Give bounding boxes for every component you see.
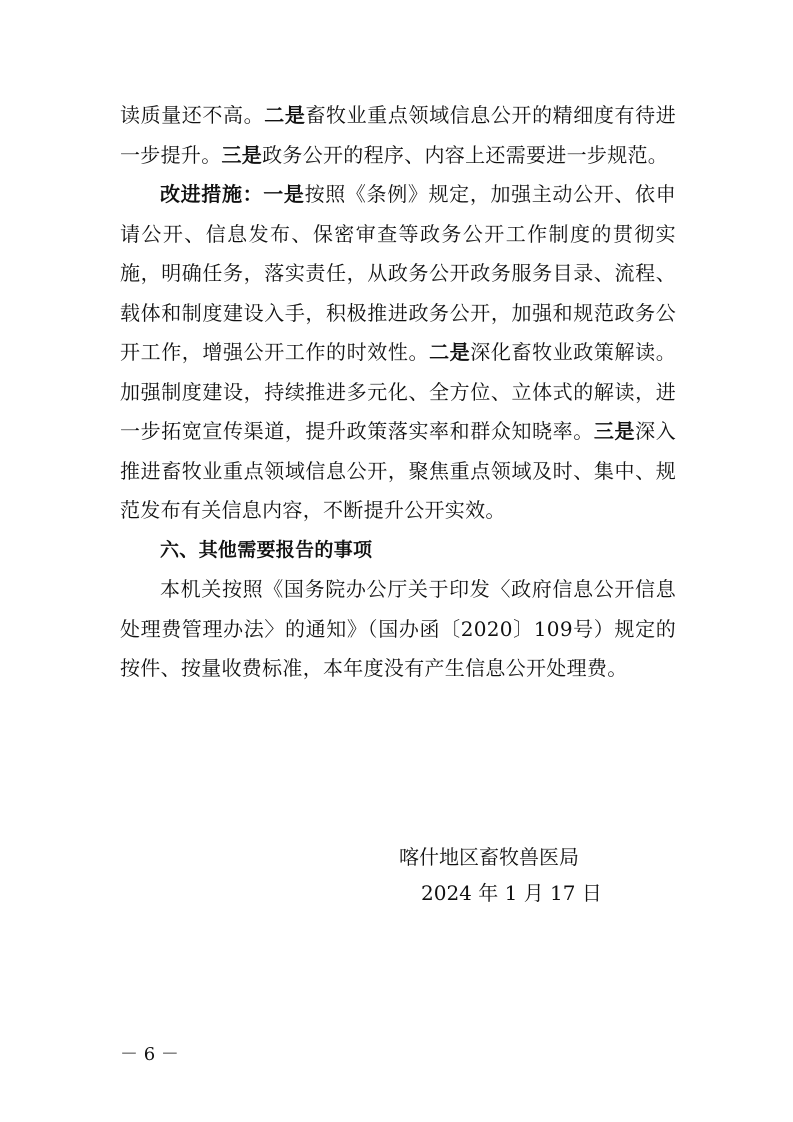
emphasis-first: 一是	[263, 182, 305, 206]
issuing-organization: 喀什地区畜牧兽医局	[399, 845, 579, 869]
paragraph-issues-continued	[120, 96, 676, 175]
emphasis-second: 二是	[429, 340, 471, 364]
emphasis-third: 三是	[593, 419, 636, 443]
text-segment: 深化畜牧业政策解读。加强制度建设，持续推进多元化、全方位、立体式的解读，进一步拓宽宣传渠道，提升政策落实率和群众知晓率。	[120, 340, 677, 443]
text-segment: 按照《条例》规定，加强主动公开、依申请公开、信息发布、保密审查等政务公开工作制度的贯彻实施，明确任务，落实责任，从政务公开政务服务目录、流程、载体和制度建设入手，积极推进政务公开，加强和规范政务公开工作，增强公开工作的时效性。	[120, 182, 677, 364]
emphasis-third: 三是	[221, 142, 263, 167]
text-segment: 读质量还不高。	[120, 103, 265, 127]
text-segment: 深入推进畜牧业重点领域信息公开，聚焦重点领域及时、集中、规范发布有关信息内容，不断提升公开实效。	[120, 419, 676, 522]
text-segment: 政务公开的程序、内容上还需要进一步规范。	[262, 142, 669, 167]
section-heading-other-matters: 六、其他需要报告的事项	[160, 538, 373, 561]
paragraph-improvement-measures	[120, 175, 676, 531]
paragraph-processing-fee: 本机关按照《国务院办公厅关于印发〈政府信息公开信息处理费管理办法〉的通知》（国办函〔2020〕109号）规定的按件、按量收费标准，本年度没有产生信息公开处理费。	[120, 577, 676, 680]
page-number: － 6 －	[120, 1044, 179, 1065]
emphasis-second: 二是	[264, 103, 306, 127]
improvement-measures-label: 改进措施：	[160, 182, 264, 206]
issue-date: 2024 年 1 月 17 日	[421, 881, 602, 905]
text-segment: 畜牧业重点领域信息公开的精细度有待进一步提升。	[120, 103, 677, 167]
document-body	[120, 96, 676, 689]
